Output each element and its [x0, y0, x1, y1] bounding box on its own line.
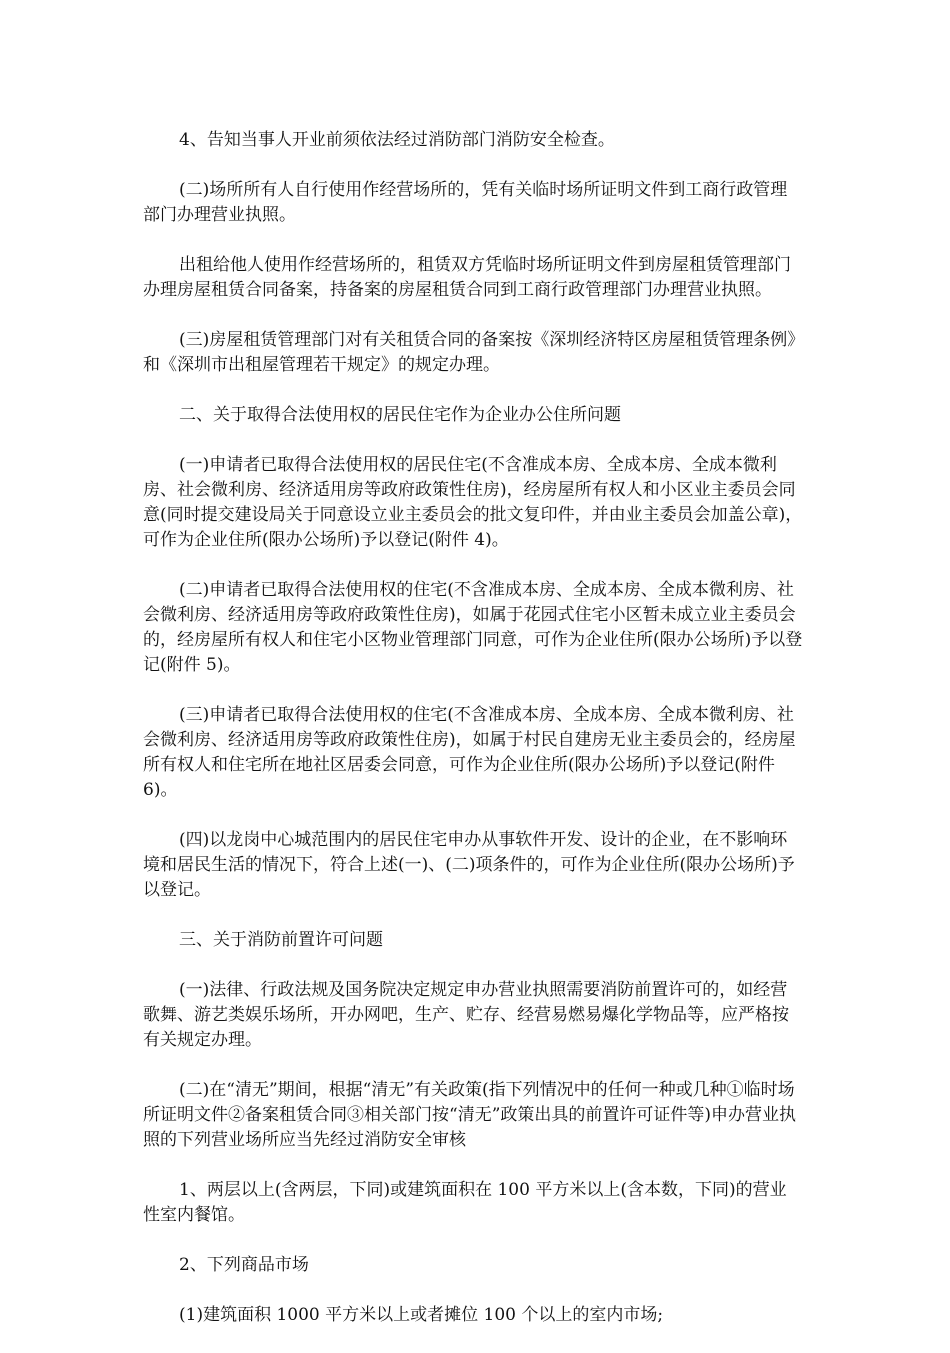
- section-heading: 三、关于消防前置许可问题: [179, 930, 383, 950]
- paragraph: (三)申请者已取得合法使用权的住宅(不含准成本房、全成本房、全成本微利房、社会微利房、经济适用房等政府政策性住房)，如属于村民自建房无业主委员会的，经房屋所有权人和住宅所在地社区居委会同意，可作为企业住所(限办公场所)予以登记(附件 6)。: [143, 705, 796, 800]
- paragraph: (1)建筑面积 1000 平方米以上或者摊位 100 个以上的室内市场;: [179, 1305, 664, 1325]
- paragraph: (三)房屋租赁管理部门对有关租赁合同的备案按《深圳经济特区房屋租赁管理条例》和《深圳市出租屋管理若干规定》的规定办理。: [143, 330, 796, 375]
- paragraph: (一)法律、行政法规及国务院决定规定申办营业执照需要消防前置许可的，如经营歌舞、游艺类娱乐场所，开办网吧，生产、贮存、经营易燃易爆化学物品等，应严格按有关规定办理。: [143, 980, 789, 1050]
- paragraph: 4、告知当事人开业前须依法经过消防部门消防安全检查。: [179, 130, 615, 150]
- paragraph: 出租给他人使用作经营场所的，租赁双方凭临时场所证明文件到房屋租赁管理部门办理房屋租赁合同备案，持备案的房屋租赁合同到工商行政管理部门办理营业执照。: [143, 255, 791, 300]
- paragraph: (一)申请者已取得合法使用权的居民住宅(不含准成本房、全成本房、全成本微利房、社会微利房、经济适用房等政府政策性住房)，经房屋所有权人和小区业主委员会同意(同时提交建设局关于同意设立业主委员会的批文复印件，并由业主委员会加盖公章)，可作为企业住所(限办公场所)予以登记(附件 4)。: [143, 455, 803, 550]
- paragraph: (二)申请者已取得合法使用权的住宅(不含准成本房、全成本房、全成本微利房、社会微利房、经济适用房等政府政策性住房)，如属于花园式住宅小区暂未成立业主委员会的，经房屋所有权人和住宅小区物业管理部门同意，可作为企业住所(限办公场所)予以登记(附件 5)。: [143, 580, 803, 675]
- paragraph: (二)在“清无”期间，根据“清无”有关政策(指下列情况中的任何一种或几种①临时场所证明文件②备案租赁合同③相关部门按“清无”政策出具的前置许可证件等)申办营业执照的下列营业场所应当先经过消防安全审核: [143, 1080, 797, 1150]
- paragraph: 2、下列商品市场: [179, 1255, 309, 1275]
- document-page: [143, 128, 803, 1353]
- paragraph: (四)以龙岗中心城范围内的居民住宅申办从事软件开发、设计的企业，在不影响环境和居民生活的情况下，符合上述(一)、(二)项条件的，可作为企业住所(限办公场所)予以登记。: [143, 830, 795, 900]
- paragraph: 1、两层以上(含两层，下同)或建筑面积在 100 平方米以上(含本数，下同)的营业性室内餐馆。: [143, 1180, 787, 1225]
- section-heading: 二、关于取得合法使用权的居民住宅作为企业办公住所问题: [179, 405, 621, 425]
- paragraph: (二)场所所有人自行使用作经营场所的，凭有关临时场所证明文件到工商行政管理部门办理营业执照。: [143, 180, 788, 225]
